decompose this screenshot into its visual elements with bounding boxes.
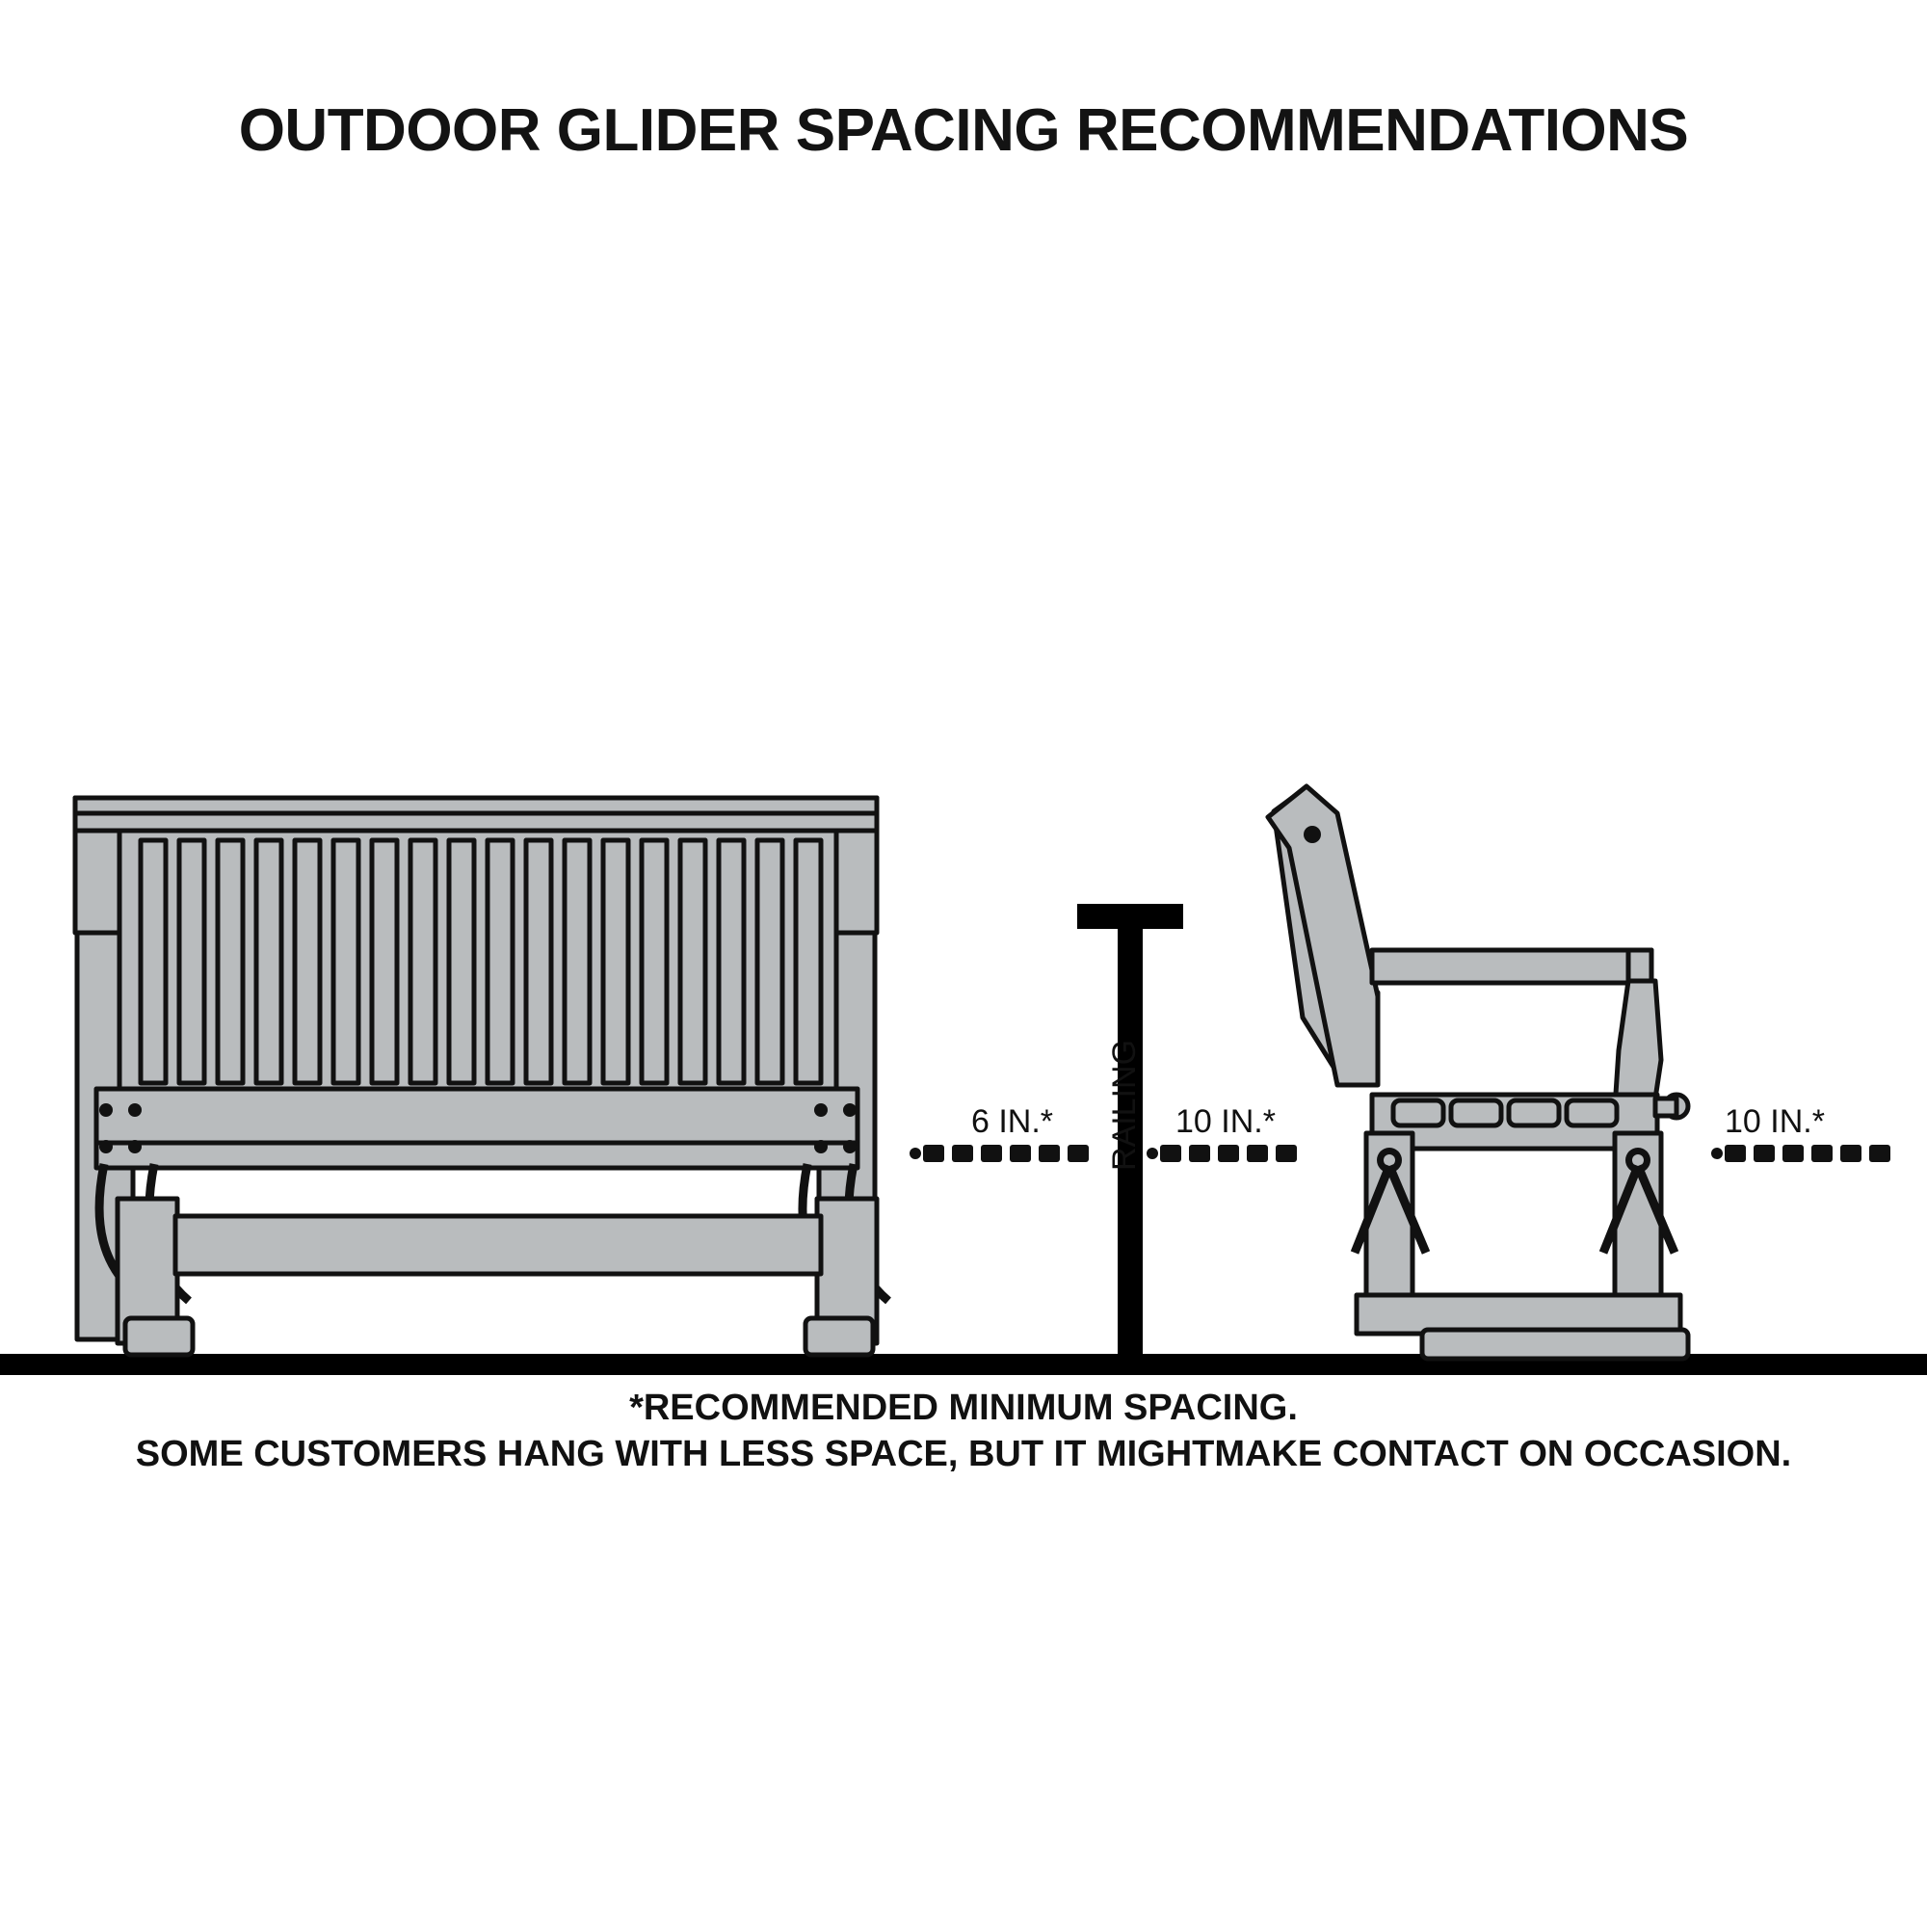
side-base-foot <box>1422 1330 1688 1359</box>
caption-line-2: SOME CUSTOMERS HANG WITH LESS SPACE, BUT IT MIGHTMAKE CONTACT ON OCCASION. <box>135 1434 1792 1474</box>
page-title: OUTDOOR GLIDER SPACING RECOMMENDATIONS <box>238 97 1689 164</box>
side-rear-pivot-center <box>1384 1154 1395 1166</box>
front-crest-top <box>75 798 877 813</box>
side-arm-knob-stem <box>1655 1098 1676 1116</box>
side-back-bolt <box>1304 826 1321 843</box>
glider-front-view <box>75 798 888 1355</box>
side-front-pivot-center <box>1632 1154 1644 1166</box>
front-base-left-foot <box>125 1318 193 1355</box>
side-arm-rest <box>1372 950 1651 983</box>
front-base-stretcher <box>175 1216 821 1274</box>
glider-side-view <box>1268 786 1688 1359</box>
dim-line-10in-right <box>1711 1145 1890 1162</box>
railing-label: RAILING <box>1106 1039 1143 1171</box>
side-arm-rest-end <box>1628 950 1651 983</box>
dim-line-6in <box>910 1145 1089 1162</box>
dimension-label-6in: 6 IN.* <box>971 1103 1054 1140</box>
caption-line-1: *RECOMMENDED MINIMUM SPACING. <box>629 1388 1298 1428</box>
dimension-label-10in-right: 10 IN.* <box>1725 1103 1825 1140</box>
front-apron-lower-rail <box>96 1143 858 1168</box>
dimension-label-10in-middle: 10 IN.* <box>1175 1103 1276 1140</box>
dim-line-10in-middle <box>1147 1145 1297 1162</box>
front-base-right-foot <box>805 1318 873 1355</box>
